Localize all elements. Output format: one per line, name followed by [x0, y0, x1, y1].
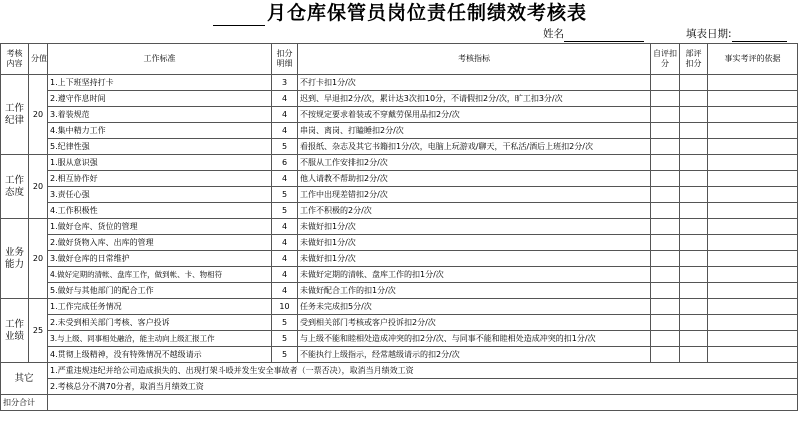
indicator-cell: 任务未完成扣5分/次 — [298, 299, 651, 315]
name-field[interactable] — [543, 27, 644, 42]
dept-score-cell[interactable] — [680, 91, 708, 107]
table-row — [1, 299, 798, 315]
basis-cell[interactable] — [708, 155, 798, 171]
deduct-cell: 4 — [272, 267, 298, 283]
self-score-cell[interactable] — [651, 107, 680, 123]
title-text: 月仓库保管员岗位责任制绩效考核表 — [266, 2, 587, 24]
self-score-cell[interactable] — [651, 187, 680, 203]
name-underline — [564, 30, 644, 42]
basis-cell[interactable] — [708, 139, 798, 155]
deduct-cell: 4 — [272, 107, 298, 123]
deduct-cell: 5 — [272, 347, 298, 363]
standard-cell: 3.责任心强 — [48, 187, 272, 203]
dept-score-cell[interactable] — [680, 315, 708, 331]
table-row — [1, 187, 798, 203]
table-row — [1, 219, 798, 235]
dept-score-cell[interactable] — [680, 235, 708, 251]
indicator-cell: 不按规定要求着装或不穿戴劳保用品扣2分/次 — [298, 107, 651, 123]
other-kind: 其它 — [1, 363, 48, 395]
section-score: 20 — [29, 155, 48, 219]
indicator-cell: 他人请教不帮助扣2分/次 — [298, 171, 651, 187]
total-row — [1, 395, 798, 411]
deduct-cell: 4 — [272, 91, 298, 107]
col-kind: 考核内容 — [1, 44, 29, 75]
deduct-cell: 4 — [272, 251, 298, 267]
basis-cell[interactable] — [708, 123, 798, 139]
indicator-cell: 未做好配合工作的扣1分/次 — [298, 283, 651, 299]
self-score-cell[interactable] — [651, 251, 680, 267]
dept-score-cell[interactable] — [680, 347, 708, 363]
date-underline — [732, 30, 787, 42]
deduct-cell: 10 — [272, 299, 298, 315]
total-label: 扣分合计 — [1, 395, 48, 411]
deduct-cell: 4 — [272, 235, 298, 251]
basis-cell[interactable] — [708, 91, 798, 107]
deduct-cell: 4 — [272, 283, 298, 299]
title-month-blank[interactable] — [213, 7, 265, 26]
standard-cell: 4.集中精力工作 — [48, 123, 272, 139]
header-row — [1, 44, 798, 75]
self-score-cell[interactable] — [651, 139, 680, 155]
self-score-cell[interactable] — [651, 219, 680, 235]
table-row — [1, 347, 798, 363]
deduct-cell: 5 — [272, 203, 298, 219]
basis-cell[interactable] — [708, 235, 798, 251]
basis-cell[interactable] — [708, 283, 798, 299]
date-field[interactable] — [686, 27, 787, 42]
dept-score-cell[interactable] — [680, 331, 708, 347]
deduct-cell: 4 — [272, 171, 298, 187]
deduct-cell: 4 — [272, 219, 298, 235]
table-row — [1, 251, 798, 267]
table-row — [1, 267, 798, 283]
standard-cell: 1.上下班坚持打卡 — [48, 75, 272, 91]
basis-cell[interactable] — [708, 75, 798, 91]
table-row — [1, 331, 798, 347]
self-score-cell[interactable] — [651, 267, 680, 283]
basis-cell[interactable] — [708, 315, 798, 331]
dept-score-cell[interactable] — [680, 107, 708, 123]
deduct-cell: 5 — [272, 187, 298, 203]
indicator-cell: 不服从工作安排扣2分/次 — [298, 155, 651, 171]
section-score: 20 — [29, 219, 48, 299]
standard-cell: 1.做好仓库、货位的管理 — [48, 219, 272, 235]
table-row — [1, 155, 798, 171]
basis-cell[interactable] — [708, 171, 798, 187]
standard-cell: 3.着装规范 — [48, 107, 272, 123]
dept-score-cell[interactable] — [680, 203, 708, 219]
table-row — [1, 283, 798, 299]
deduct-cell: 3 — [272, 75, 298, 91]
indicator-cell: 工作中出现差错扣2分/次 — [298, 187, 651, 203]
standard-cell: 2.相互协作好 — [48, 171, 272, 187]
basis-cell[interactable] — [708, 267, 798, 283]
section-kind: 业务能力 — [1, 219, 29, 299]
basis-cell[interactable] — [708, 331, 798, 347]
other-text: 1.严重违规违纪并给公司造成损失的、出现打架斗殴并发生安全事故者（一票否决），取消当月绩效工资 — [48, 363, 798, 379]
self-score-cell[interactable] — [651, 299, 680, 315]
indicator-cell: 未做好扣1分/次 — [298, 251, 651, 267]
assessment-table — [0, 43, 798, 411]
dept-score-cell[interactable] — [680, 187, 708, 203]
standard-cell: 5.纪律性强 — [48, 139, 272, 155]
indicator-cell: 不打卡扣1分/次 — [298, 75, 651, 91]
other-row — [1, 363, 798, 379]
basis-cell[interactable] — [708, 299, 798, 315]
dept-score-cell[interactable] — [680, 123, 708, 139]
self-score-cell[interactable] — [651, 347, 680, 363]
section-score: 20 — [29, 75, 48, 155]
indicator-cell: 看报纸、杂志及其它书籍扣1分/次，电脑上玩游戏/聊天，干私活/酒后上班扣2分/次 — [298, 139, 651, 155]
indicator-cell: 未做好扣1分/次 — [298, 219, 651, 235]
date-label: 填表日期: — [686, 28, 732, 40]
self-score-cell[interactable] — [651, 75, 680, 91]
dept-score-cell[interactable] — [680, 251, 708, 267]
indicator-cell: 未做好定期的清帐、盘库工作的扣1分/次 — [298, 267, 651, 283]
deduct-cell: 4 — [272, 123, 298, 139]
self-score-cell[interactable] — [651, 235, 680, 251]
deduct-cell: 5 — [272, 139, 298, 155]
standard-cell: 2.做好货物入库、出库的管理 — [48, 235, 272, 251]
table-row — [1, 235, 798, 251]
dept-score-cell[interactable] — [680, 267, 708, 283]
col-basis: 事实考评的依据 — [708, 44, 798, 75]
indicator-cell: 迟到、早退扣2分/次，累计达3次扣10分，不请假扣2分/次，旷工扣3分/次 — [298, 91, 651, 107]
table-row — [1, 75, 798, 91]
self-score-cell[interactable] — [651, 283, 680, 299]
table-row — [1, 91, 798, 107]
standard-cell: 1.工作完成任务情况 — [48, 299, 272, 315]
self-score-cell[interactable] — [651, 203, 680, 219]
dept-score-cell[interactable] — [680, 155, 708, 171]
col-deduct: 扣分明细 — [272, 44, 298, 75]
col-standard: 工作标准 — [48, 44, 272, 75]
indicator-cell: 不能执行上级指示，经常越级请示的扣2分/次 — [298, 347, 651, 363]
self-score-cell[interactable] — [651, 91, 680, 107]
section-kind: 工作纪律 — [1, 75, 29, 155]
other-text: 2.考核总分不满70分者，取消当月绩效工资 — [48, 379, 798, 395]
table-row — [1, 203, 798, 219]
indicator-cell: 未做好扣1分/次 — [298, 235, 651, 251]
standard-cell: 2.未受到相关部门考核、客户投诉 — [48, 315, 272, 331]
dept-score-cell[interactable] — [680, 139, 708, 155]
dept-score-cell[interactable] — [680, 299, 708, 315]
self-score-cell[interactable] — [651, 331, 680, 347]
basis-cell[interactable] — [708, 251, 798, 267]
standard-cell: 3.与上级、同事相处融洽，能主动向上级汇报工作 — [48, 331, 272, 347]
table-row — [1, 139, 798, 155]
col-score: 分值 — [29, 44, 48, 75]
section-kind: 工作业绩 — [1, 299, 29, 363]
indicator-cell: 受到相关部门考核或客户投诉扣2分/次 — [298, 315, 651, 331]
section-kind: 工作态度 — [1, 155, 29, 219]
col-indicator: 考核指标 — [298, 44, 651, 75]
basis-cell[interactable] — [708, 219, 798, 235]
self-score-cell[interactable] — [651, 315, 680, 331]
deduct-cell: 6 — [272, 155, 298, 171]
standard-cell: 3.做好仓库的日常维护 — [48, 251, 272, 267]
self-score-cell[interactable] — [651, 155, 680, 171]
form-title — [0, 0, 800, 26]
self-score-cell[interactable] — [651, 171, 680, 187]
dept-score-cell[interactable] — [680, 219, 708, 235]
basis-cell[interactable] — [708, 347, 798, 363]
col-dept: 部评扣分 — [680, 44, 708, 75]
dept-score-cell[interactable] — [680, 75, 708, 91]
table-row — [1, 107, 798, 123]
standard-cell: 4.做好定期的清帐、盘库工作，做到帐、卡、物相符 — [48, 267, 272, 283]
standard-cell: 1.服从意识强 — [48, 155, 272, 171]
total-value-cell[interactable] — [48, 395, 798, 411]
standard-cell: 4.工作积极性 — [48, 203, 272, 219]
deduct-cell: 5 — [272, 331, 298, 347]
dept-score-cell[interactable] — [680, 171, 708, 187]
basis-cell[interactable] — [708, 203, 798, 219]
name-label: 姓名 — [543, 28, 564, 40]
deduct-cell: 5 — [272, 315, 298, 331]
self-score-cell[interactable] — [651, 123, 680, 139]
section-score: 25 — [29, 299, 48, 363]
standard-cell: 2.遵守作息时间 — [48, 91, 272, 107]
basis-cell[interactable] — [708, 187, 798, 203]
indicator-cell: 串岗、离岗、打瞌睡扣2分/次 — [298, 123, 651, 139]
other-row — [1, 379, 798, 395]
basis-cell[interactable] — [708, 107, 798, 123]
col-self: 自评扣分 — [651, 44, 680, 75]
standard-cell: 4.贯彻上级精神，没有特殊情况不越级请示 — [48, 347, 272, 363]
indicator-cell: 工作不积极的2分/次 — [298, 203, 651, 219]
dept-score-cell[interactable] — [680, 283, 708, 299]
table-row — [1, 123, 798, 139]
table-row — [1, 315, 798, 331]
indicator-cell: 与上级不能和睦相处造成冲突的扣2分/次、与同事不能和睦相处造成冲突的扣1分/次 — [298, 331, 651, 347]
table-row — [1, 171, 798, 187]
standard-cell: 5.做好与其他部门的配合工作 — [48, 283, 272, 299]
